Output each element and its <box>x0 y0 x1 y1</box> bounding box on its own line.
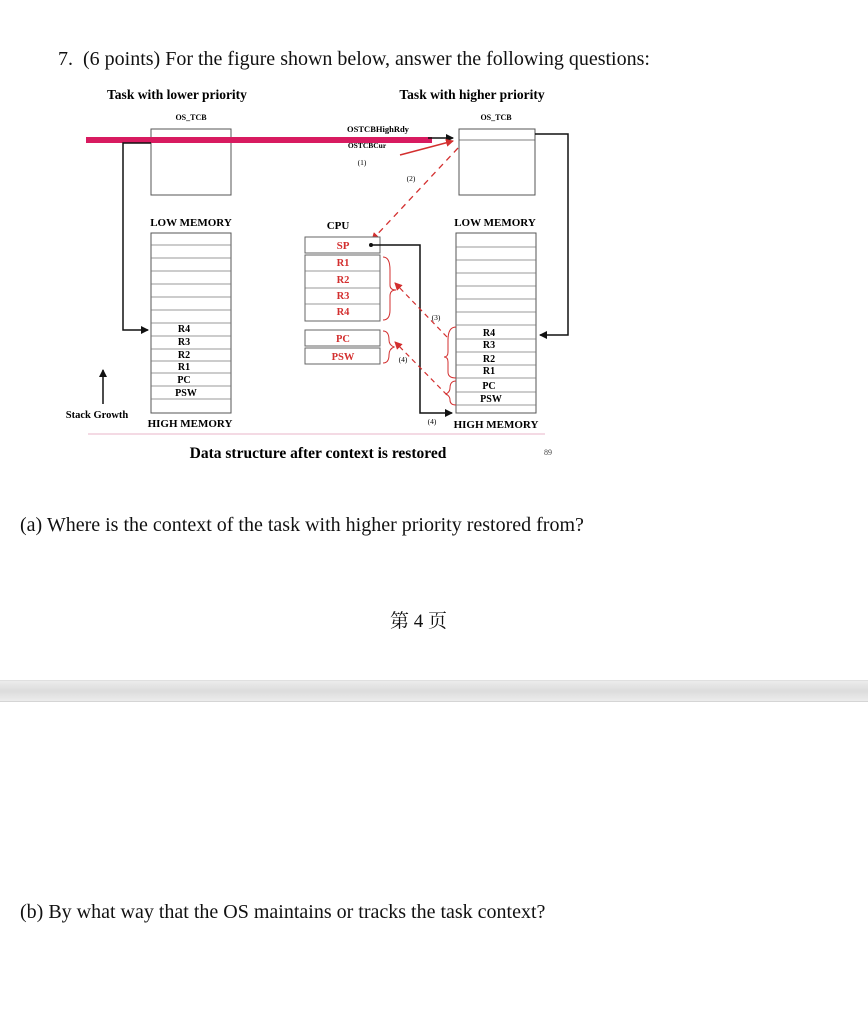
page-number: 第 4 页 <box>390 611 448 632</box>
left-stack-pc: PC <box>177 375 191 386</box>
left-stack-psw: PSW <box>175 388 197 399</box>
left-stack-r1: R1 <box>177 362 191 373</box>
step-2-label: (2) <box>406 174 416 183</box>
low-memory-right: LOW MEMORY <box>454 217 536 229</box>
part-b-question: (b) By what way that the OS maintains or tracks the task context? <box>20 901 546 923</box>
right-stack-pc: PC <box>482 381 496 392</box>
right-tcb-box <box>459 129 535 195</box>
left-stack-r4: R4 <box>177 324 191 335</box>
cpu-reg-r3: R3 <box>336 291 350 302</box>
cpu-label: CPU <box>326 220 350 232</box>
stack-growth-label: Stack Growth <box>65 410 129 421</box>
left-heading: Task with lower priority <box>107 87 247 102</box>
cpu-reg-psw: PSW <box>331 352 355 363</box>
context-switch-figure <box>0 0 868 480</box>
step-1-label: (1) <box>357 158 367 167</box>
right-stack-r1: R1 <box>482 366 496 377</box>
cpu-reg-pc: PC <box>336 334 350 345</box>
question-text: (6 points) For the figure shown below, answer the following questions: <box>83 48 650 70</box>
low-memory-left: LOW MEMORY <box>150 217 232 229</box>
question-number: 7. <box>58 48 73 70</box>
page-break-divider <box>0 680 868 702</box>
cpu-reg-r4: R4 <box>336 307 350 318</box>
slide-number: 89 <box>544 448 552 457</box>
right-stack-psw: PSW <box>480 394 502 405</box>
os-tcb-right-label: OS_TCB <box>480 113 512 122</box>
high-memory-right: HIGH MEMORY <box>453 419 539 431</box>
ostcb-cur-label: OSTCBCur <box>347 141 387 150</box>
part-a-question: (a) Where is the context of the task with higher priority restored from? <box>20 514 584 536</box>
right-stack-r2: R2 <box>482 354 496 365</box>
right-stack-r3: R3 <box>482 340 496 351</box>
step-3-label: (3) <box>431 313 441 322</box>
os-tcb-left-label: OS_TCB <box>175 113 207 122</box>
ostcb-high-rdy-label: OSTCBHighRdy <box>347 124 409 134</box>
right-stack-r4: R4 <box>482 328 496 339</box>
left-stack-r2: R2 <box>177 350 191 361</box>
right-heading: Task with higher priority <box>399 87 545 102</box>
cpu-reg-r2: R2 <box>336 275 350 286</box>
cpu-reg-sp: SP <box>336 240 350 252</box>
high-memory-left: HIGH MEMORY <box>147 418 233 430</box>
figure-caption: Data structure after context is restored <box>189 445 447 462</box>
left-stack-r3: R3 <box>177 337 191 348</box>
step-4-label-a: (4) <box>427 417 437 426</box>
step-4-label-b: (4) <box>398 355 408 364</box>
cpu-reg-r1: R1 <box>336 258 350 269</box>
